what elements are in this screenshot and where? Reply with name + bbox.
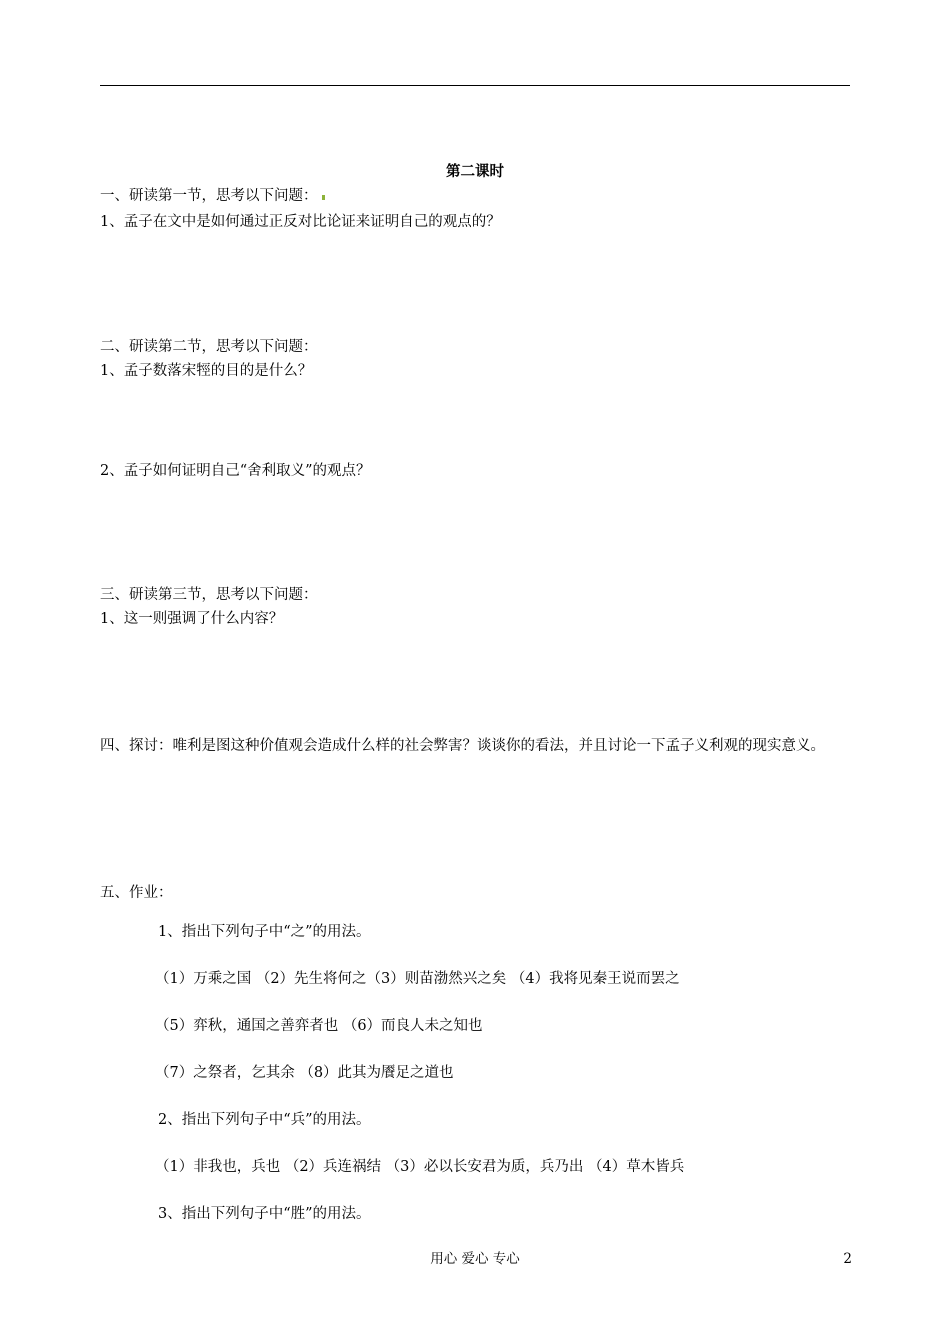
homework-bing-line-1: （1）非我也，兵也 （2）兵连祸结 （3）必以长安君为质，兵乃出 （4）草木皆兵	[155, 1159, 685, 1175]
section2-question-2: 2、孟子如何证明自己“舍利取义”的观点？	[100, 463, 371, 479]
homework-zhi-line-2: （5）弈秋，通国之善弈者也 （6）而良人未之知也	[155, 1018, 483, 1034]
section3-question-1: 1、这一则强调了什么内容？	[100, 611, 284, 627]
page-number: 2	[843, 1251, 852, 1267]
cursor-marker-icon	[322, 195, 325, 200]
homework-bing-prompt: 2、指出下列句子中“兵”的用法。	[158, 1112, 371, 1128]
section2-question-1: 1、孟子数落宋牼的目的是什么？	[100, 363, 313, 379]
section4-discussion: 四、探讨：唯利是图这种价值观会造成什么样的社会弊害？谈谈你的看法，并且讨论一下孟子义利观的现实意义。	[100, 738, 825, 754]
section2-heading: 二、研读第二节，思考以下问题：	[100, 339, 318, 355]
section1-question-1: 1、孟子在文中是如何通过正反对比论证来证明自己的观点的？	[100, 214, 501, 230]
section1-heading-row	[100, 186, 325, 206]
homework-sheng-prompt: 3、指出下列句子中“胜”的用法。	[158, 1206, 371, 1222]
section1-heading: 一、研读第一节，思考以下问题：	[100, 188, 318, 204]
footer-text: 用心 爱心 专心	[430, 1251, 520, 1267]
section3-heading: 三、研读第三节，思考以下问题：	[100, 587, 318, 603]
homework-zhi-line-1: （1）万乘之国 （2）先生将何之（3）则苗渤然兴之矣 （4）我将见秦王说而罢之	[155, 971, 680, 987]
page-title: 第二课时	[446, 163, 504, 180]
header-rule	[100, 85, 850, 86]
homework-zhi-line-3: （7）之祭者，乞其余 （8）此其为餍足之道也	[155, 1065, 454, 1081]
homework-zhi-prompt: 1、指出下列句子中“之”的用法。	[158, 924, 371, 940]
section5-heading: 五、作业：	[100, 885, 173, 901]
